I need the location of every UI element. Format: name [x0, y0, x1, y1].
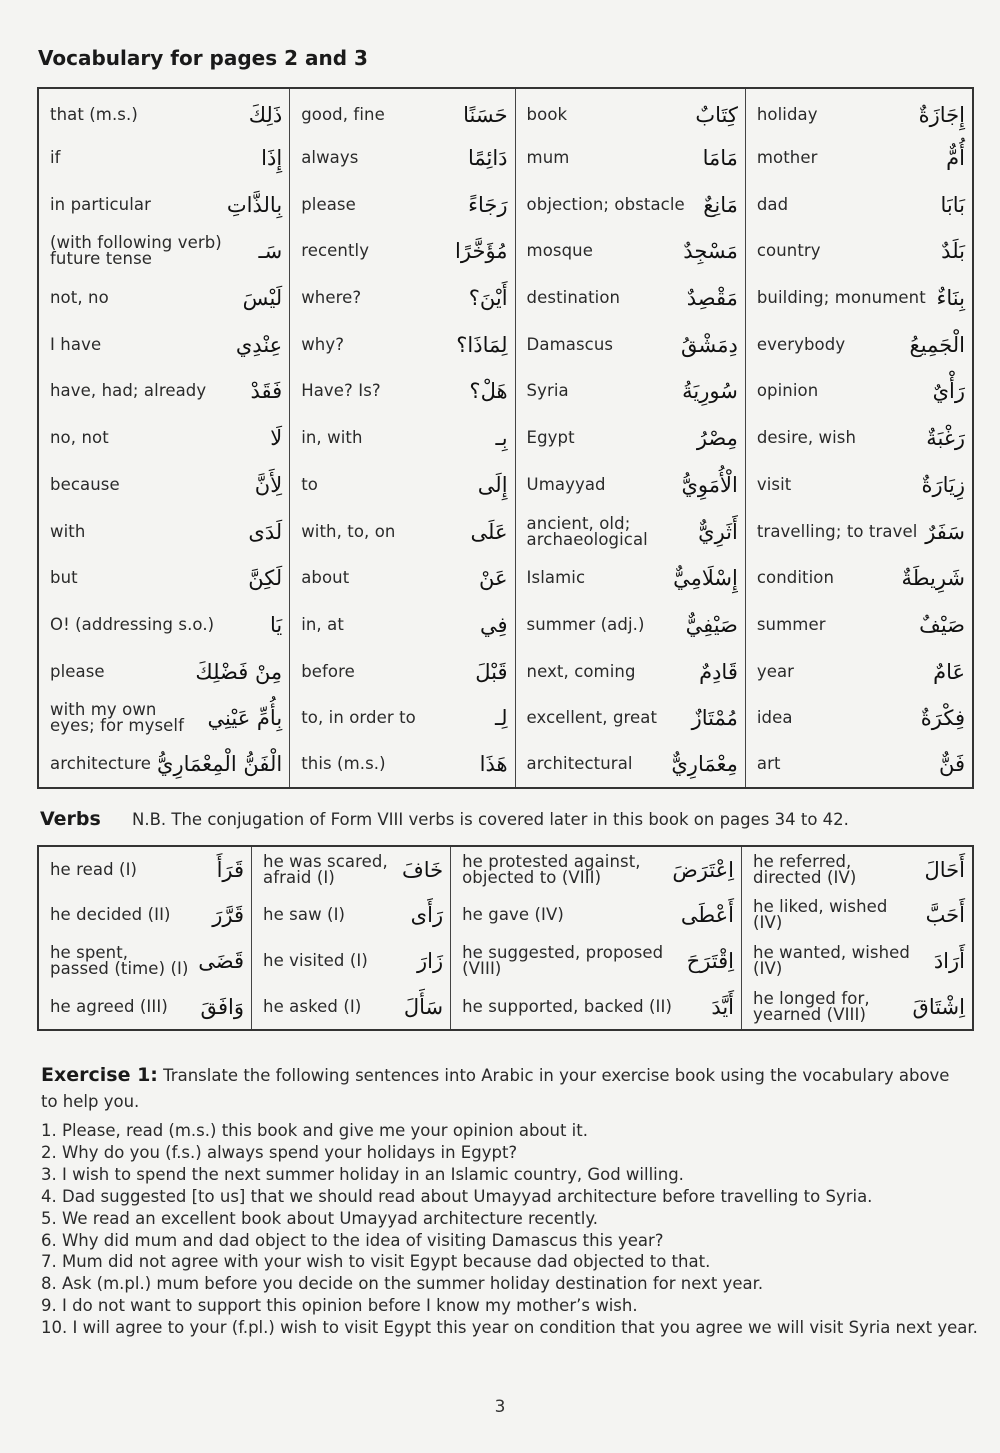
verb-row-cell — [451, 892, 742, 938]
vocab-row — [38, 462, 973, 509]
vocab-row — [38, 648, 973, 695]
english-gloss: please — [50, 661, 105, 681]
exercise-sentence: 6. Why did mum and dad object to the idea of visiting Damascus this year? — [41, 1230, 664, 1250]
vocab-row-cell — [745, 181, 973, 228]
english-gloss: if — [50, 148, 61, 168]
english-gloss: he gave (IV) — [462, 905, 564, 924]
vocab-row-cell — [38, 508, 290, 555]
vocab-row — [38, 602, 973, 649]
english-gloss: with, to, on — [301, 521, 396, 541]
vocab-row-cell — [745, 742, 973, 789]
arabic-term: بِالذَّاتِ — [226, 192, 283, 217]
english-gloss: summer (adj.) — [526, 614, 645, 634]
vocab-row-cell — [515, 181, 745, 228]
arabic-term: مَسْجِدٌ — [683, 239, 738, 264]
arabic-term: شَرِيطَةٌ — [901, 566, 965, 591]
english-gloss: before — [301, 661, 355, 681]
verb-row — [38, 938, 973, 984]
vocab-row-cell — [290, 321, 515, 368]
english-gloss: he protested against, objected to (VIII) — [462, 851, 641, 887]
vocab-row-cell — [515, 555, 745, 602]
verbs-table — [37, 845, 974, 1031]
english-gloss: please — [301, 194, 356, 214]
vocab-row-cell — [290, 415, 515, 462]
english-gloss: have, had; already — [50, 381, 207, 401]
english-gloss: Umayyad — [526, 474, 606, 494]
vocab-row-cell — [38, 181, 290, 228]
arabic-term: اِعْتَرَضَ — [672, 857, 735, 882]
verb-row-cell — [451, 938, 742, 984]
english-gloss: excellent, great — [526, 708, 658, 728]
english-gloss: Have? Is? — [301, 381, 381, 401]
vocab-row-cell — [38, 415, 290, 462]
vocab-row-cell — [38, 135, 290, 182]
english-gloss: but — [50, 568, 78, 588]
vocab-row-cell — [290, 228, 515, 275]
english-gloss: in, with — [301, 428, 363, 448]
vocab-row-cell — [515, 415, 745, 462]
english-gloss: architecture — [50, 754, 152, 774]
vocab-row — [38, 321, 973, 368]
arabic-term: سَأَلَ — [403, 994, 444, 1019]
arabic-term: إِلَى — [477, 472, 508, 497]
english-gloss: idea — [756, 708, 793, 728]
vocab-row-cell — [745, 228, 973, 275]
arabic-term: قَرَأَ — [216, 857, 245, 882]
arabic-term: زِيَارَةٌ — [921, 472, 965, 497]
arabic-term: ذَلِكَ — [248, 102, 283, 127]
exercise-intro — [41, 1062, 971, 1115]
vocab-row — [38, 415, 973, 462]
arabic-term: لَيْسَ — [242, 286, 283, 311]
vocab-row-cell — [38, 742, 290, 789]
english-gloss: he longed for, yearned (VIII) — [753, 988, 870, 1024]
vocab-row-cell — [745, 321, 973, 368]
english-gloss: he saw (I) — [263, 905, 346, 924]
english-gloss: not, no — [50, 288, 109, 308]
arabic-term: صَيْفِيٌّ — [685, 612, 738, 637]
english-gloss: mother — [756, 148, 818, 168]
arabic-term: دَائِمًا — [467, 146, 508, 171]
arabic-term: أَحَبَّ — [925, 903, 965, 927]
vocab-row — [38, 742, 973, 789]
english-gloss: good, fine — [301, 104, 385, 124]
english-gloss: he suggested, proposed (VIII) — [462, 943, 664, 978]
vocab-row — [38, 135, 973, 182]
verb-row — [38, 846, 973, 892]
vocab-row-cell — [38, 321, 290, 368]
arabic-term: لِمَاذَا؟ — [456, 332, 508, 357]
vocab-row-cell — [515, 602, 745, 649]
english-gloss: where? — [301, 288, 362, 308]
verb-row-cell — [252, 938, 451, 984]
arabic-term: كِتَابٌ — [695, 102, 738, 127]
english-gloss: Damascus — [526, 334, 614, 354]
english-gloss: recently — [301, 241, 370, 261]
english-gloss: travelling; to travel — [756, 521, 918, 541]
arabic-term: مُؤَخَّرًا — [455, 239, 508, 264]
english-gloss: he supported, backed (II) — [462, 996, 673, 1016]
english-gloss: art — [756, 754, 781, 774]
arabic-term: الْجَمِيعُ — [909, 332, 965, 357]
arabic-term: سَـ — [258, 239, 283, 264]
arabic-term: لَا — [270, 426, 283, 451]
verb-row-cell — [38, 892, 252, 938]
english-gloss: condition — [756, 568, 835, 588]
vocab-row-cell — [515, 508, 745, 555]
vocab-row-cell — [515, 275, 745, 322]
english-gloss: country — [756, 241, 821, 261]
vocab-row-cell — [290, 462, 515, 509]
vocab-row-cell — [38, 275, 290, 322]
arabic-term: لِأَنَّ — [254, 472, 283, 497]
vocab-row-cell — [745, 602, 973, 649]
vocab-row-cell — [515, 135, 745, 182]
english-gloss: dad — [756, 194, 789, 214]
vocab-row-cell — [515, 462, 745, 509]
arabic-term: حَسَنًا — [463, 102, 508, 127]
exercise-sentence: 3. I wish to spend the next summer holiday in an Islamic country, God willing. — [41, 1164, 684, 1184]
vocab-row-cell — [38, 228, 290, 275]
verbs-note: N.B. The conjugation of Form VIII verbs is covered later in this book on pages 34 to 42. — [132, 810, 849, 829]
arabic-term: قَضَى — [198, 949, 245, 973]
english-gloss: always — [301, 148, 359, 168]
vocab-row — [38, 368, 973, 415]
english-gloss: in, at — [301, 614, 344, 634]
arabic-term: لَكِنَّ — [248, 566, 283, 591]
verb-row-cell — [252, 846, 451, 892]
english-gloss: desire, wish — [756, 428, 857, 448]
arabic-term: عَلَى — [470, 519, 508, 544]
arabic-term: فَنٌّ — [938, 752, 965, 777]
vocab-row-cell — [515, 368, 745, 415]
vocab-row-cell — [290, 368, 515, 415]
arabic-term: رَأَى — [410, 903, 444, 927]
arabic-term: مِصْرُ — [696, 426, 738, 451]
vocab-row — [38, 695, 973, 742]
vocab-row-cell — [515, 648, 745, 695]
english-gloss: he referred, directed (IV) — [753, 851, 857, 887]
arabic-term: خَافَ — [401, 857, 444, 882]
vocab-row — [38, 228, 973, 275]
arabic-term: أُمٌّ — [946, 146, 965, 171]
verb-row — [38, 984, 973, 1030]
arabic-term: هَلْ؟ — [469, 379, 508, 404]
verb-row-cell — [742, 892, 973, 938]
arabic-term: قَبْلَ — [475, 659, 508, 684]
arabic-term: سُورِيَةُ — [682, 379, 738, 404]
english-gloss: visit — [756, 474, 792, 494]
exercise-sentence: 7. Mum did not agree with your wish to visit Egypt because dad objected to that. — [41, 1252, 711, 1272]
verb-row-cell — [742, 984, 973, 1030]
arabic-term: يَا — [269, 612, 283, 637]
english-gloss: mosque — [526, 241, 593, 261]
verb-row-cell — [451, 984, 742, 1030]
english-gloss: this (m.s.) — [301, 754, 386, 774]
vocab-row — [38, 555, 973, 602]
verbs-header — [40, 808, 849, 830]
english-gloss: architectural — [526, 754, 633, 774]
english-gloss: Syria — [526, 381, 569, 401]
arabic-term: أَيَّدَ — [711, 994, 735, 1019]
vocab-row-cell — [290, 555, 515, 602]
english-gloss: year — [756, 661, 795, 681]
english-gloss: he read (I) — [50, 859, 138, 879]
vocab-row-cell — [290, 181, 515, 228]
arabic-term: إِذَا — [261, 146, 283, 171]
vocab-row-cell — [515, 321, 745, 368]
vocab-row — [38, 508, 973, 555]
exercise-sentence: 8. Ask (m.pl.) mum before you decide on the summer holiday destination for next year. — [41, 1274, 764, 1294]
english-gloss: about — [301, 568, 350, 588]
vocab-row-cell — [38, 88, 290, 135]
vocabulary-heading: Vocabulary for pages 2 and 3 — [38, 46, 368, 70]
vocab-row-cell — [38, 648, 290, 695]
verb-row-cell — [742, 938, 973, 984]
arabic-term: بِـ — [495, 426, 508, 451]
english-gloss: he visited (I) — [263, 951, 368, 970]
arabic-term: اِشْتَاقَ — [912, 994, 965, 1019]
arabic-term: عِنْدِي — [235, 332, 283, 357]
arabic-term: عَنْ — [479, 566, 508, 591]
english-gloss: to, in order to — [301, 708, 416, 728]
arabic-term: أَعْطَى — [680, 903, 735, 927]
page-number: 3 — [494, 1397, 506, 1417]
exercise-sentence: 5. We read an excellent book about Umayyad architecture recently. — [41, 1208, 598, 1228]
vocab-row-cell — [745, 695, 973, 742]
verb-row-cell — [252, 984, 451, 1030]
vocab-row-cell — [38, 695, 290, 742]
arabic-term: مِنْ فَضْلِكَ — [195, 659, 283, 684]
vocab-row — [38, 181, 973, 228]
arabic-term: فِي — [480, 612, 508, 637]
english-gloss: he asked (I) — [263, 996, 362, 1016]
verb-row-cell — [38, 938, 252, 984]
english-gloss: he spent, passed (time) (I) — [50, 943, 189, 978]
vocab-row-cell — [290, 602, 515, 649]
vocab-row-cell — [745, 368, 973, 415]
arabic-term: أَحَالَ — [924, 857, 965, 882]
arabic-term: بَلَدٌ — [941, 239, 965, 264]
arabic-term: قَرَّرَ — [212, 903, 245, 927]
english-gloss: summer — [756, 614, 826, 634]
arabic-term: إِجَازَةٌ — [918, 102, 965, 127]
vocab-row-cell — [290, 508, 515, 555]
arabic-term: صَيْفٌ — [919, 612, 965, 637]
arabic-term: لِـ — [494, 706, 508, 731]
english-gloss: opinion — [756, 381, 819, 401]
english-gloss: Egypt — [526, 428, 575, 448]
english-gloss: book — [526, 104, 568, 124]
english-gloss: Islamic — [526, 568, 586, 588]
arabic-term: أَرَادَ — [933, 949, 965, 973]
english-gloss: because — [50, 474, 120, 494]
english-gloss: O! (addressing s.o.) — [50, 614, 215, 634]
vocab-row-cell — [290, 275, 515, 322]
arabic-term: مَانِعٌ — [703, 192, 738, 217]
vocab-row-cell — [290, 742, 515, 789]
verb-row-cell — [38, 846, 252, 892]
vocab-row-cell — [290, 135, 515, 182]
english-gloss: to — [301, 474, 318, 494]
vocab-row-cell — [38, 462, 290, 509]
vocabulary-table — [37, 87, 974, 789]
exercise-sentence: 4. Dad suggested [to us] that we should read about Umayyad architecture before travelling to Syria. — [41, 1186, 873, 1206]
verb-row-cell — [742, 846, 973, 892]
vocab-row — [38, 275, 973, 322]
arabic-term: رَجَاءً — [468, 192, 508, 217]
vocab-row-cell — [38, 368, 290, 415]
arabic-term: فَقَدْ — [250, 379, 283, 404]
vocab-row-cell — [515, 228, 745, 275]
verb-row — [38, 892, 973, 938]
arabic-term: دِمَشْقُ — [681, 332, 738, 357]
exercise-sentence: 10. I will agree to your (f.pl.) wish to visit Egypt this year on condition that you agree we will visit Syria next year. — [41, 1318, 978, 1338]
arabic-term: هَذَا — [479, 752, 508, 777]
english-gloss: (with following verb) future tense — [50, 233, 222, 269]
english-gloss: in particular — [50, 194, 152, 214]
english-gloss: he decided (II) — [50, 905, 171, 924]
vocab-row-cell — [745, 508, 973, 555]
sentence-list — [41, 1120, 981, 1339]
verb-row-cell — [451, 846, 742, 892]
english-gloss: mum — [526, 148, 570, 168]
verb-row-cell — [252, 892, 451, 938]
english-gloss: that (m.s.) — [50, 104, 138, 124]
english-gloss: he wanted, wished (IV) — [753, 943, 910, 978]
arabic-term: بَابَا — [940, 192, 965, 217]
vocab-row-cell — [515, 695, 745, 742]
vocab-row-cell — [745, 275, 973, 322]
english-gloss: he agreed (III) — [50, 996, 168, 1016]
vocab-row-cell — [745, 88, 973, 135]
vocab-row-cell — [745, 135, 973, 182]
arabic-term: إِسْلَامِيٌّ — [673, 566, 738, 591]
vocab-row-cell — [290, 88, 515, 135]
verb-row-cell — [38, 984, 252, 1030]
exercise-sentence: 9. I do not want to support this opinion before I know my mother’s wish. — [41, 1296, 638, 1316]
english-gloss: destination — [526, 288, 621, 308]
vocab-row — [38, 88, 973, 135]
arabic-term: مَقْصِدٌ — [686, 286, 738, 311]
english-gloss: next, coming — [526, 661, 636, 681]
arabic-term: زَارَ — [416, 949, 444, 973]
english-gloss: with — [50, 521, 86, 541]
vocab-row-cell — [745, 462, 973, 509]
vocab-row-cell — [290, 695, 515, 742]
arabic-term: أَثَرِيٌّ — [698, 519, 738, 544]
vocab-row-cell — [290, 648, 515, 695]
vocab-row-cell — [745, 648, 973, 695]
arabic-term: رَأْيٌ — [932, 379, 965, 404]
vocab-row-cell — [38, 602, 290, 649]
arabic-term: الْأُمَوِيُّ — [681, 472, 738, 497]
arabic-term: بِنَاءٌ — [936, 286, 965, 311]
english-gloss: I have — [50, 334, 102, 354]
english-gloss: objection; obstacle — [526, 194, 685, 214]
english-gloss: ancient, old; archaeological — [526, 513, 648, 549]
exercise-sentence: 1. Please, read (m.s.) this book and give me your opinion about it. — [41, 1121, 588, 1140]
exercise-instruction: Translate the following sentences into Arabic in your exercise book using the vocabulary above to help you. — [41, 1066, 950, 1111]
arabic-term: سَفَرٌ — [925, 519, 965, 544]
arabic-term: رَغْبَةٌ — [926, 426, 965, 451]
arabic-term: بِأُمِّ عَيْنِي — [207, 706, 283, 731]
arabic-term: اِقْتَرَحَ — [686, 949, 735, 973]
vocab-row-cell — [745, 415, 973, 462]
arabic-term: عَامٌ — [933, 659, 965, 684]
arabic-term: فِكْرَةٌ — [920, 706, 965, 731]
vocab-row-cell — [745, 555, 973, 602]
vocab-row-cell — [515, 742, 745, 789]
arabic-term: مُمْتَازٌ — [691, 706, 738, 731]
arabic-term: لَدَى — [248, 519, 283, 544]
english-gloss: everybody — [756, 334, 846, 354]
english-gloss: he liked, wished (IV) — [753, 897, 888, 932]
english-gloss: he was scared, afraid (I) — [263, 851, 388, 887]
vocab-row-cell — [515, 88, 745, 135]
exercise-title: Exercise 1: — [41, 1064, 158, 1086]
english-gloss: holiday — [756, 104, 818, 124]
arabic-term: وَافَقَ — [200, 994, 245, 1019]
arabic-term: مَامَا — [702, 146, 738, 171]
english-gloss: building; monument — [756, 288, 926, 308]
english-gloss: no, not — [50, 428, 109, 448]
exercise-sentence: 2. Why do you (f.s.) always spend your holidays in Egypt? — [41, 1142, 518, 1162]
arabic-term: مِعْمَارِيٌّ — [671, 752, 738, 777]
arabic-term: الْفَنُّ الْمِعْمَارِيُّ — [157, 752, 283, 777]
verbs-heading: Verbs — [40, 808, 101, 830]
vocab-row-cell — [38, 555, 290, 602]
english-gloss: why? — [301, 334, 345, 354]
arabic-term: أَيْنَ؟ — [468, 286, 508, 311]
arabic-term: قَادِمٌ — [699, 659, 738, 684]
english-gloss: with my own eyes; for myself — [50, 700, 184, 736]
